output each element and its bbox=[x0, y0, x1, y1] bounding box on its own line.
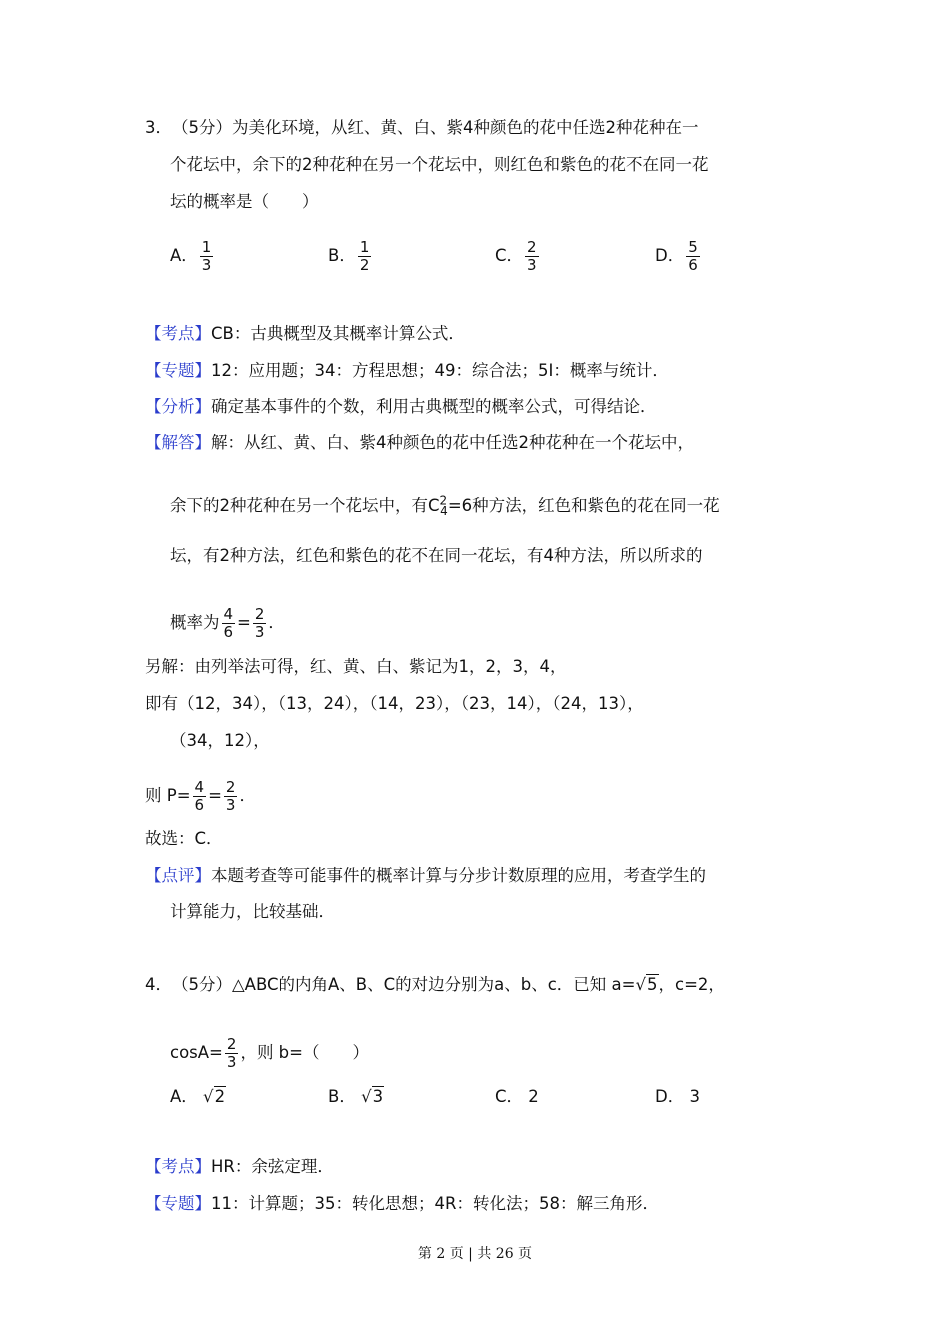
q3-jieda: 【解答】解：从红、黄、白、紫4种颜色的花中任选2种花种在一个花坛中， bbox=[145, 433, 694, 452]
q3-option-a: A． $\frac{1}{3}$ bbox=[170, 238, 212, 274]
q4-zhuanti: 【专题】11：计算题；35：转化思想；4R：转化法；58：解三角形． bbox=[145, 1194, 659, 1213]
q3-jieda-line: 坛，有2种方法，红色和紫色的花不在同一花坛，有4种方法，所以所求的 bbox=[170, 546, 703, 565]
q3-jieda-line: 余下的2种花种在另一个花坛中，有$C^2_4=6$种方法，红色和紫色的花在同一花 bbox=[170, 493, 720, 519]
q3-stem-line: 坛的概率是（ ） bbox=[170, 192, 319, 211]
q3-dianping: 【点评】本题考查等可能事件的概率计算与分步计数原理的应用，考查学生的 bbox=[145, 866, 706, 885]
q4-stem-line: （5分）△ABC的内角A、B、C的对边分别为a、b、c．已知 a=√5，c=2， bbox=[172, 975, 725, 994]
page-footer: 第 2 页 | 共 26 页 bbox=[417, 1246, 533, 1262]
q4-option-b: B． √3 bbox=[328, 1087, 384, 1106]
q3-alt-line: （34，12）， bbox=[170, 731, 270, 750]
q4-option-d: D． 3 bbox=[655, 1087, 700, 1106]
q3-fenxi: 【分析】确定基本事件的个数，利用古典概型的概率公式，可得结论． bbox=[145, 397, 657, 416]
q3-jieda-line: 概率为 $\frac{4}{6}$ = $\frac{2}{3}$ ． bbox=[170, 605, 285, 641]
q4-stem-line: cosA= $\frac{2}{3}$ ，则 b=（ ） bbox=[170, 1035, 369, 1071]
q3-stem-line: （5分）为美化环境，从红、黄、白、紫4种颜色的花中任选2种花种在一 bbox=[172, 118, 699, 137]
q3-kaodian: 【考点】CB：古典概型及其概率计算公式． bbox=[145, 324, 465, 343]
q3-option-d: D． $\frac{5}{6}$ bbox=[655, 238, 698, 274]
q4-option-c: C． 2 bbox=[495, 1087, 539, 1106]
q3-alt-line: 即有（12，34），（13，24），（14，23），（23，14），（24，13）， bbox=[145, 694, 644, 713]
combination-expression: $C^2_4$ bbox=[428, 493, 448, 519]
q4-number: 4． bbox=[145, 975, 172, 994]
q3-stem-line: 个花坛中，余下的2种花种在另一个花坛中，则红色和紫色的花不在同一花 bbox=[170, 155, 709, 174]
q3-dianping-line: 计算能力，比较基础． bbox=[170, 902, 335, 921]
q3-zhuanti: 【专题】12：应用题；34：方程思想；49：综合法；5I：概率与统计． bbox=[145, 361, 669, 380]
q3-option-b: B． $\frac{1}{2}$ bbox=[328, 238, 370, 274]
q4-kaodian: 【考点】HR：余弦定理． bbox=[145, 1157, 334, 1176]
q3-alt-probability: 则 P= $\frac{4}{6}$ = $\frac{2}{3}$ ． bbox=[145, 778, 256, 814]
q3-number: 3． bbox=[145, 118, 172, 137]
q3-option-c: C． $\frac{2}{3}$ bbox=[495, 238, 537, 274]
q3-answer: 故选：C． bbox=[145, 829, 223, 848]
q4-option-a: A． √2 bbox=[170, 1087, 226, 1106]
q3-alt-line: 另解：由列举法可得，红、黄、白、紫记为1，2，3，4， bbox=[145, 657, 567, 676]
